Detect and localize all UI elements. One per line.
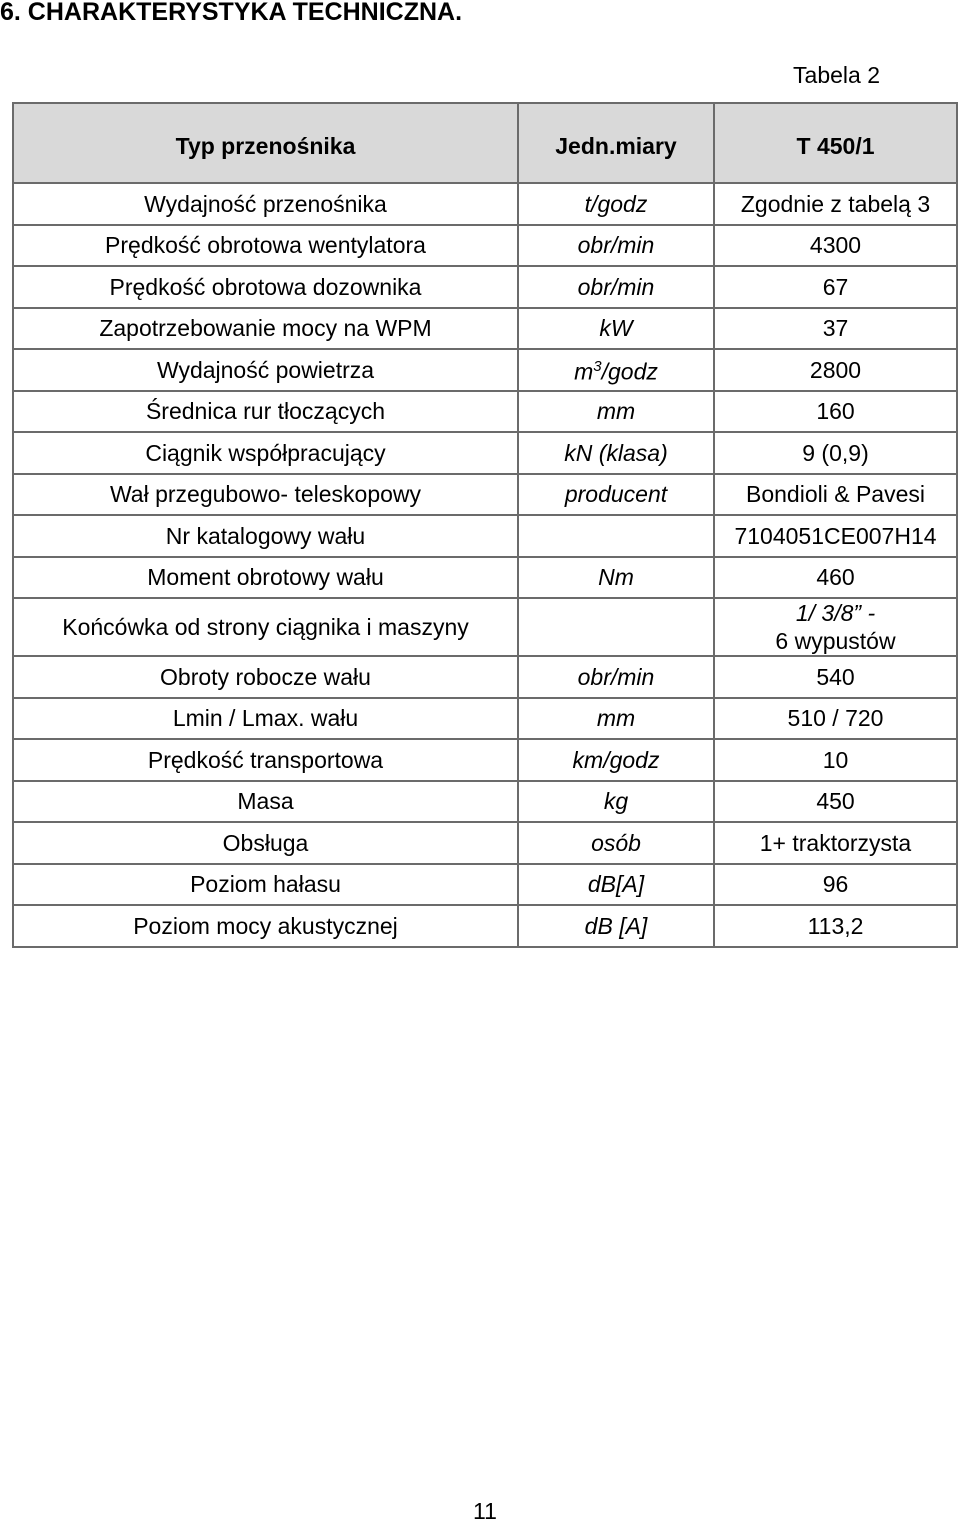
value-cell: 450 [714,781,957,823]
unit-cell: obr/min [518,266,714,308]
unit-cell: producent [518,474,714,516]
table-row [13,432,957,474]
value-cell: Zgodnie z tabelą 3 [714,183,957,225]
unit-cell: kg [518,781,714,823]
unit-cell [518,515,714,557]
table-row [13,225,957,267]
unit-cell: mm [518,391,714,433]
value-cell: 10 [714,739,957,781]
table-row [13,656,957,698]
unit-cell: kW [518,308,714,350]
unit-superscript: 3 [593,358,602,376]
param-cell: Lmin / Lmax. wału [13,698,518,740]
unit-cell [518,349,714,391]
unit-cell: obr/min [518,656,714,698]
param-cell: Ciągnik współpracujący [13,432,518,474]
param-cell: Prędkość transportowa [13,739,518,781]
value-cell: 1+ traktorzysta [714,822,957,864]
value-cell: 113,2 [714,905,957,947]
unit-cell: kN (klasa) [518,432,714,474]
value-line-2: 6 wypustów [775,628,896,654]
param-cell: Końcówka od strony ciągnika i maszyny [13,598,518,656]
table-header-row [13,103,957,183]
unit-cell: Nm [518,557,714,599]
table-row [13,183,957,225]
table-row [13,905,957,947]
unit-cell: t/godz [518,183,714,225]
unit-cell: dB[A] [518,864,714,906]
header-param: Typ przenośnika [13,103,518,183]
param-cell: Moment obrotowy wału [13,557,518,599]
value-cell: Bondioli & Pavesi [714,474,957,516]
page-number: 11 [473,1498,497,1524]
table-row [13,266,957,308]
table-row [13,349,957,391]
table-row [13,739,957,781]
table-row [13,474,957,516]
value-cell: 2800 [714,349,957,391]
specification-table [12,102,958,948]
value-cell: 460 [714,557,957,599]
value-cell: 96 [714,864,957,906]
unit-cell: mm [518,698,714,740]
param-cell: Prędkość obrotowa wentylatora [13,225,518,267]
table-row [13,822,957,864]
table-row [13,515,957,557]
value-cell: 9 (0,9) [714,432,957,474]
value-cell: 540 [714,656,957,698]
unit-cell: dB [A] [518,905,714,947]
value-cell: 510 / 720 [714,698,957,740]
unit-cell: km/godz [518,739,714,781]
param-cell: Obroty robocze wału [13,656,518,698]
unit-cell [518,598,714,656]
header-value: T 450/1 [714,103,957,183]
unit-rest: /godz [601,359,658,386]
param-cell: Poziom mocy akustycznej [13,905,518,947]
table-row [13,557,957,599]
value-line-1: 1/ 3/8” - [795,600,876,626]
table-row [13,781,957,823]
value-cell: 160 [714,391,957,433]
param-cell: Wał przegubowo- teleskopowy [13,474,518,516]
param-cell: Masa [13,781,518,823]
table-caption: Tabela 2 [793,62,880,88]
table-row [13,864,957,906]
table-row [13,391,957,433]
value-cell: 4300 [714,225,957,267]
param-cell: Obsługa [13,822,518,864]
unit-base: m [574,359,594,386]
param-cell: Średnica rur tłoczących [13,391,518,433]
section-heading: 6. CHARAKTERYSTYKA TECHNICZNA. [0,0,463,26]
param-cell: Prędkość obrotowa dozownika [13,266,518,308]
value-cell: 37 [714,308,957,350]
value-cell: 67 [714,266,957,308]
param-cell: Nr katalogowy wału [13,515,518,557]
unit-cell: osób [518,822,714,864]
param-cell: Poziom hałasu [13,864,518,906]
header-unit: Jedn.miary [518,103,714,183]
table-row [13,598,957,656]
table-row [13,698,957,740]
value-cell [714,598,957,656]
param-cell: Wydajność przenośnika [13,183,518,225]
table-row [13,308,957,350]
param-cell: Wydajność powietrza [13,349,518,391]
unit-cell: obr/min [518,225,714,267]
value-cell: 7104051CE007H14 [714,515,957,557]
param-cell: Zapotrzebowanie mocy na WPM [13,308,518,350]
